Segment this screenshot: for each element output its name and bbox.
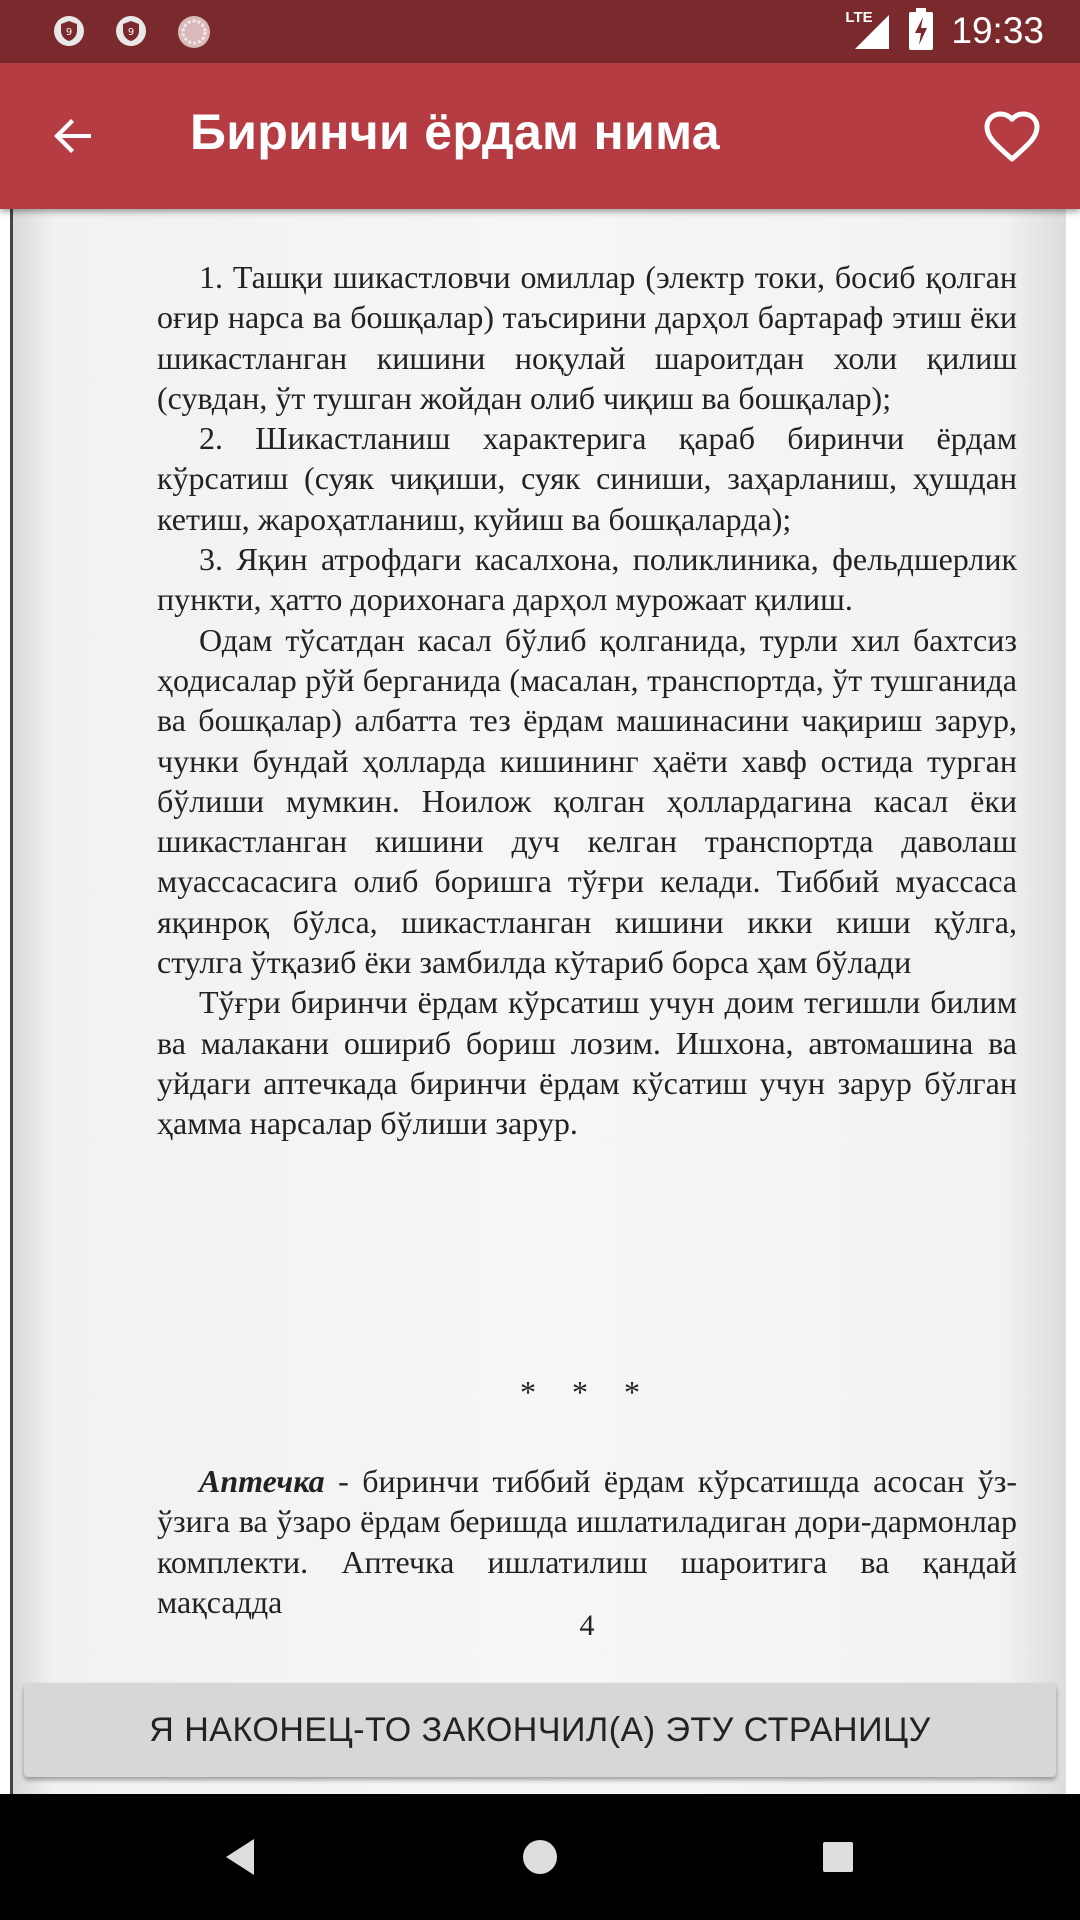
navigation-bar [0, 1794, 1080, 1920]
status-time: 19:33 [951, 10, 1044, 51]
paragraph-2: 2. Шикастланиш характерига қараб биринчи ёрдам кўрсатиш (суяк чиқиши, суяк синиши, заҳарланиш, ҳушдан кетиш, жароҳатланиш, куйиш ва бошқаларда); [157, 420, 1017, 537]
page-edge [10, 209, 13, 1794]
aptechka-term: Аптечка [199, 1463, 325, 1499]
nav-home-icon [520, 1837, 560, 1877]
heart-outline-icon [984, 111, 1040, 163]
page-number: 4 [579, 1609, 595, 1642]
page-body-text [157, 257, 1017, 1144]
status-indicators [845, 6, 1044, 56]
nav-back-button[interactable] [210, 1827, 270, 1887]
nav-back-icon [220, 1835, 260, 1879]
paragraph-4: Одам тўсатдан касал бўлиб қолганида, турли хил бахтсиз ҳодисалар рўй берганида (масалан, транспортда, ўт тушганида ва бошқалар) албатта тез ёрдам машинасини чақириш зарур, чунки бундай ҳолларда кишининг ҳаёти хавф остида турган бўлиши мумкин. Ноилож қолган ҳоллардагина касал ёки шикастланган кишини дуч келган транспортда даволаш муассасасига олиб боришга тўғри келади. Тиббий муассаса яқинроқ бўлса, шикастланган кишини икки киши қўлга, стулга ўтқазиб ёки замбилда кўтариб борса ҳам бўлади [157, 621, 1017, 981]
page-title: Биринчи ёрдам нима [190, 104, 720, 160]
aptechka-paragraph [157, 1461, 1017, 1622]
nav-home-button[interactable] [510, 1827, 570, 1887]
arrow-back-icon [49, 112, 97, 160]
shield-notification-icon [52, 14, 86, 48]
paragraph-1: 1. Ташқи шикастловчи омиллар (электр токи, босиб қолган оғир нарса ва бошқалар) таъсирини дарҳол бартараф этиш ёки шикастланган кишини ноқулай шароитдан холи қилиш (сувдан, ўт тушган жойдан олиб чиқиш ва бошқалар); [157, 259, 1017, 416]
nav-recents-button[interactable] [808, 1827, 868, 1887]
network-type-label: LTE [845, 9, 873, 26]
nav-recents-icon [820, 1839, 856, 1875]
favorite-button[interactable] [974, 99, 1050, 175]
page-viewer[interactable] [0, 209, 1080, 1794]
signal-icon [845, 9, 891, 51]
loading-notification-icon [176, 14, 210, 48]
battery-charging-icon [909, 8, 933, 55]
status-bar [0, 0, 1080, 63]
paragraph-5: Тўғри биринчи ёрдам кўрсатиш учун доим тегишли билим ва малакани ошириб бориш лозим. Ишхона, автомашина ва уйдаги аптечкада биринчи ёрдам кўсатиш учун зарур бўлган ҳамма нарсалар бўлиши зарур. [157, 984, 1017, 1142]
app-bar [0, 63, 1080, 209]
aptechka-text: - биринчи тиббий ёрдам кўрсатишда асосан ўз-ўзига ва ўзаро ёрдам беришда ишлатиладиган дори-дармонлар комплекти. Аптечка ишлатилиш шароитига ва қандай мақсадда [157, 1463, 1017, 1620]
finish-page-button[interactable]: Я НАКОНЕЦ-ТО ЗАКОНЧИЛ(А) ЭТУ СТРАНИЦУ [24, 1683, 1056, 1777]
svg-text:9: 9 [65, 27, 73, 38]
section-separator: * * * [520, 1374, 654, 1410]
svg-text:9: 9 [127, 27, 135, 38]
back-button[interactable] [38, 101, 108, 171]
paragraph-3: 3. Яқин атрофдаги касалхона, поликлиника, фельдшерлик пункти, ҳатто дорихонага дарҳол мурожаат қилиш. [157, 541, 1017, 618]
shield-notification-icon [114, 14, 148, 48]
